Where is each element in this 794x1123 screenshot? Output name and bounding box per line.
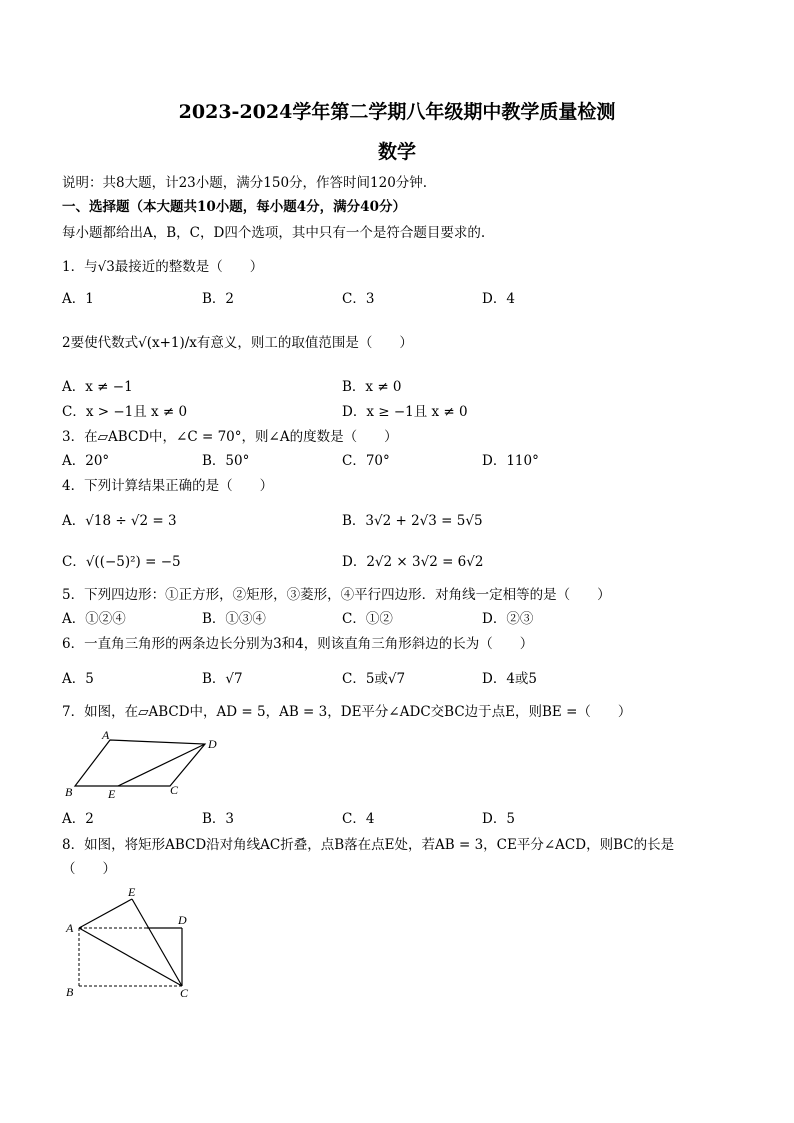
question-3-stem: 3．在▱ABCD中，∠C = 70°，则∠A的度数是（ ） bbox=[62, 429, 398, 445]
q4-option-c: C．√((−5)²) = −5 bbox=[62, 554, 181, 570]
q2-option-b: B．x ≠ 0 bbox=[342, 379, 402, 395]
q3-option-c: C．70° bbox=[342, 453, 390, 469]
page-title: 2023-2024学年第二学期八年级期中教学质量检测 bbox=[178, 101, 616, 123]
q4-option-b: B．3√2 + 2√3 = 5√5 bbox=[342, 513, 483, 529]
q8-label-b: B bbox=[66, 985, 74, 999]
q2-option-c: C．x > −1且 x ≠ 0 bbox=[62, 404, 188, 420]
question-7-stem: 7．如图，在▱ABCD中，AD = 5，AB = 3，DE平分∠ADC交BC边于点E，则BE =（ ） bbox=[62, 704, 632, 720]
question-8-stem-cont: （ ） bbox=[62, 861, 116, 877]
q7-label-e: E bbox=[108, 787, 116, 801]
parallelogram-figure bbox=[62, 730, 222, 802]
rectangle-fold-figure bbox=[62, 886, 202, 1001]
q1-option-a: A．1 bbox=[62, 291, 94, 307]
q3-option-b: B．50° bbox=[202, 453, 250, 469]
q8-label-c: C bbox=[180, 986, 189, 1000]
q2-option-a: A．x ≠ −1 bbox=[62, 379, 133, 395]
q7-label-d: D bbox=[208, 737, 217, 751]
q7-option-b: B．3 bbox=[202, 811, 235, 827]
q6-option-c: C．5或√7 bbox=[342, 671, 406, 687]
question-2-stem: 2要使代数式√(x+1)/x有意义，则工的取值范围是（ ） bbox=[62, 335, 413, 351]
section-heading: 一、选择题（本大题共10小题，每小题4分，满分40分） bbox=[62, 199, 406, 215]
question-8-stem: 8．如图，将矩形ABCD沿对角线AC折叠，点B落在点E处，若AB = 3，CE平分∠ACD，则BC的长是 bbox=[62, 837, 675, 853]
q7-option-c: C．4 bbox=[342, 811, 375, 827]
q7-label-a: A bbox=[102, 730, 110, 742]
q1-option-d: D．4 bbox=[482, 291, 515, 307]
q8-label-e: E bbox=[128, 886, 136, 899]
q5-option-a: A．①②④ bbox=[62, 611, 126, 627]
q4-option-d: D．2√2 × 3√2 = 6√2 bbox=[342, 554, 484, 570]
q8-label-d: D bbox=[178, 913, 187, 927]
q6-option-a: A．5 bbox=[62, 671, 94, 687]
subject-title: 数学 bbox=[377, 141, 416, 163]
q1-option-c: C．3 bbox=[342, 291, 375, 307]
q5-option-b: B．①③④ bbox=[202, 611, 266, 627]
q7-option-a: A．2 bbox=[62, 811, 94, 827]
q1-option-b: B．2 bbox=[202, 291, 235, 307]
q7-option-d: D．5 bbox=[482, 811, 515, 827]
question-5-stem: 5．下列四边形：①正方形，②矩形，③菱形，④平行四边形．对角线一定相等的是（ ） bbox=[62, 587, 611, 603]
question-1-stem: 1．与√3最接近的整数是（ ） bbox=[62, 259, 264, 275]
question-6-stem: 6．一直角三角形的两条边长分别为3和4，则该直角三角形斜边的长为（ ） bbox=[62, 636, 534, 652]
section-note: 每小题都给出A，B，C，D四个选项，其中只有一个是符合题目要求的. bbox=[62, 225, 486, 241]
q8-label-a: A bbox=[66, 921, 74, 935]
question-4-stem: 4．下列计算结果正确的是（ ） bbox=[62, 478, 274, 494]
q6-option-d: D．4或5 bbox=[482, 671, 538, 687]
q3-option-d: D．110° bbox=[482, 453, 539, 469]
q5-option-d: D．②③ bbox=[482, 611, 534, 627]
q6-option-b: B．√7 bbox=[202, 671, 243, 687]
q7-label-c: C bbox=[170, 783, 179, 797]
q2-option-d: D．x ≥ −1且 x ≠ 0 bbox=[342, 404, 468, 420]
q4-option-a: A．√18 ÷ √2 = 3 bbox=[62, 513, 177, 529]
q3-option-a: A．20° bbox=[62, 453, 110, 469]
instructions: 说明：共8大题，计23小题，满分150分，作答时间120分钟. bbox=[62, 175, 428, 191]
q7-label-b: B bbox=[65, 785, 73, 799]
q5-option-c: C．①② bbox=[342, 611, 393, 627]
